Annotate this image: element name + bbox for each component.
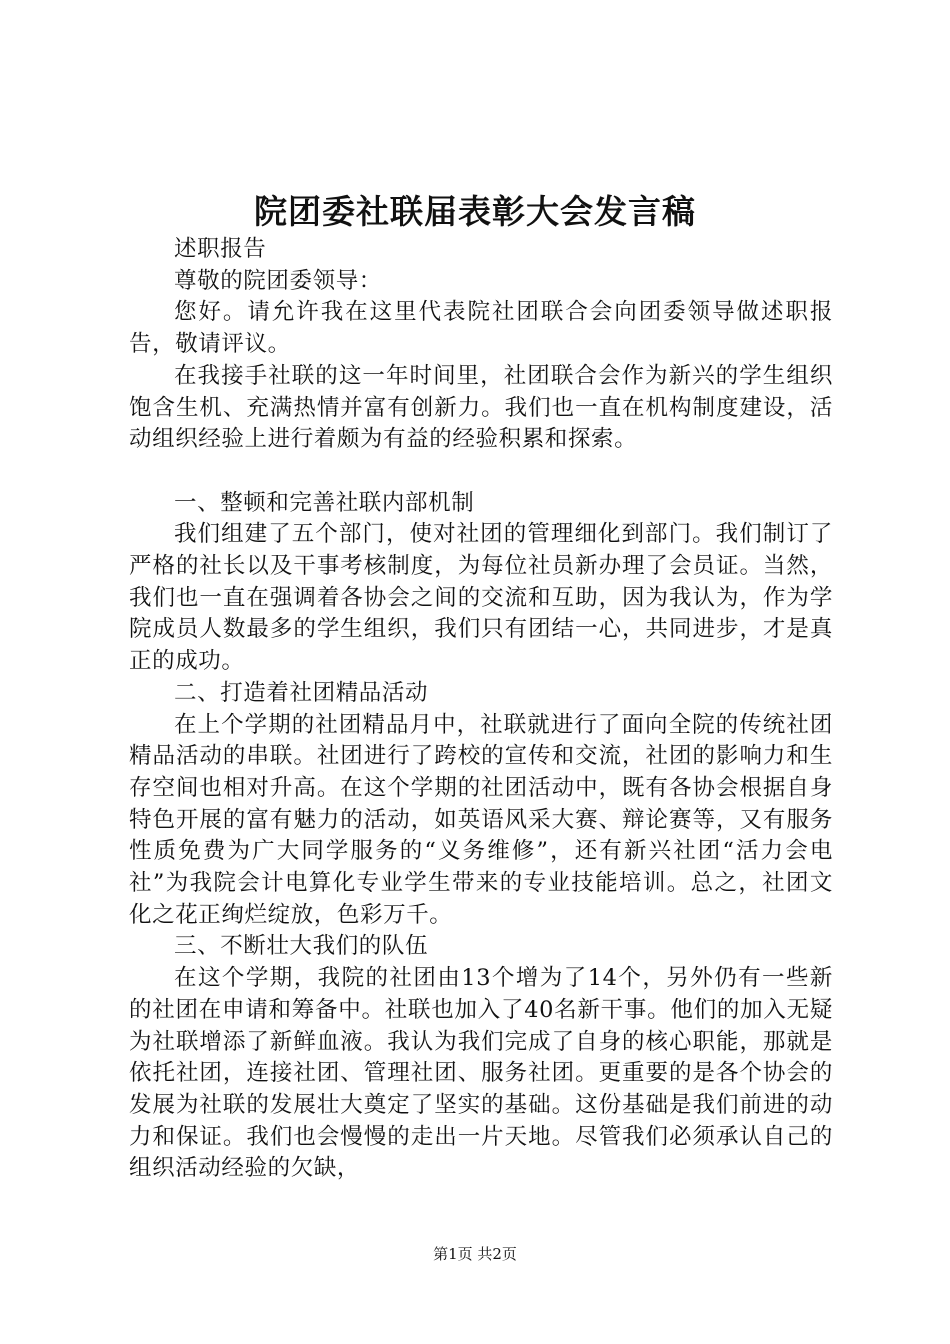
paragraph: 您好。请允许我在这里代表院社团联合会向团委领导做述职报告，敬请评议。 (129, 299, 833, 358)
paragraph: 在这个学期，我院的社团由13个增为了14个，另外仍有一些新的社团在申请和筹备中。社联也加入了40名新干事。他们的加入无疑为社联增添了新鲜血液。我认为我们完成了自身的核心职能，那就是依托社团，连接社团、管理社团、服务社团。更重要的是各个协会的发展为社联的发展壮大奠定了坚实的基础。这份基础是我们前进的动力和保证。我们也会慢慢的走出一片天地。尽管我们必须承认自己的组织活动经验的欠缺， (129, 965, 833, 1182)
document-title: 院团委社联届表彰大会发言稿 (254, 192, 696, 231)
page-footer: 第1页 共2页 (433, 1245, 517, 1263)
section-heading: 三、不断壮大我们的队伍 (174, 933, 429, 960)
paragraph: 在上个学期的社团精品月中，社联就进行了面向全院的传统社团精品活动的串联。社团进行了跨校的宣传和交流，社团的影响力和生存空间也相对升高。在这个学期的社团活动中，既有各协会根据自身特色开展的富有魅力的活动，如英语风采大赛、辩论赛等，又有服务性质免费为广大同学服务的“义务维修”，还有新兴社团“活力会电社”为我院会计电算化专业学生带来的专业技能培训。总之，社团文化之花正绚烂绽放，色彩万千。 (129, 711, 833, 928)
section-heading: 二、打造着社团精品活动 (174, 679, 429, 706)
paragraph-salutation: 尊敬的院团委领导： (174, 267, 382, 294)
paragraph-heading: 述职报告 (174, 236, 267, 262)
document-body (129, 234, 833, 1185)
paragraph: 在我接手社联的这一年时间里，社团联合会作为新兴的学生组织饱含生机、充满热情并富有创新力。我们也一直在机构制度建设，活动组织经验上进行着颇为有益的经验积累和探索。 (129, 362, 833, 453)
paragraph: 我们组建了五个部门，使对社团的管理细化到部门。我们制订了严格的社长以及干事考核制度，为每位社员新办理了会员证。当然，我们也一直在强调着各协会之间的交流和互助，因为我认为，作为学院成员人数最多的学生组织，我们只有团结一心，共同进步，才是真正的成功。 (129, 521, 833, 675)
section-heading: 一、整顿和完善社联内部机制 (174, 489, 475, 516)
